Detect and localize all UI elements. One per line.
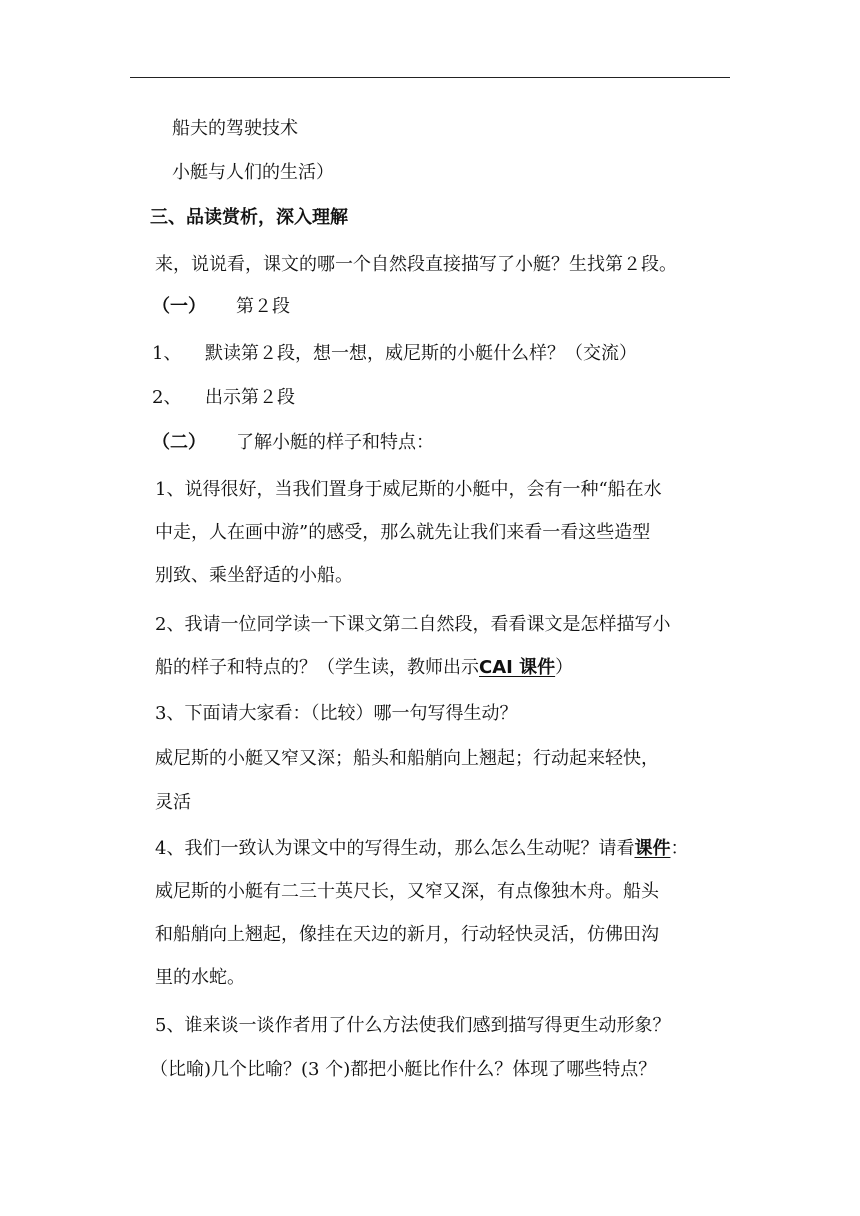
- quote-line: 灵活: [155, 792, 191, 813]
- paragraph-line: [155, 657, 573, 679]
- paragraph-line: 3、下面请大家看：（比较）哪一句写得生动？: [155, 703, 518, 724]
- list-item: 出示第２段: [205, 387, 295, 408]
- paragraph-text: 4、我们一致认为课文中的写得生动，那么怎么生动呢？请看: [155, 838, 635, 859]
- paragraph-text: ）: [555, 657, 574, 678]
- list-number: 1、: [152, 343, 182, 364]
- paragraph-line: 别致、乘坐舒适的小船。: [155, 565, 353, 586]
- header-rule: [130, 77, 730, 78]
- paragraph-line: 1、说得很好，当我们置身于威尼斯的小艇中，会有一种“船在水: [155, 479, 662, 500]
- subsection-marker: （二）: [152, 432, 206, 453]
- text-line: 来，说说看，课文的哪一个自然段直接描写了小艇？生找第２段。: [155, 254, 677, 275]
- list-item: 默读第２段，想一想，威尼斯的小艇什么样？（交流）: [205, 343, 637, 364]
- paragraph-line: 里的水蛇。: [155, 967, 245, 988]
- paragraph-line: [155, 838, 688, 860]
- subsection-marker: （一）: [152, 296, 206, 317]
- section-heading: 三、品读赏析，深入理解: [150, 207, 348, 228]
- paragraph-line: 和船艄向上翘起，像挂在天边的新月，行动轻快灵活，仿佛田沟: [155, 924, 659, 945]
- paragraph-line: 威尼斯的小艇有二三十英尺长，又窄又深，有点像独木舟。船头: [155, 881, 659, 902]
- text-line: 小艇与人们的生活）: [172, 162, 334, 183]
- courseware-link[interactable]: 课件: [634, 838, 671, 859]
- paragraph-line: （比喻)几个比喻？(3 个)都把小艇比作什么？体现了哪些特点？: [150, 1059, 657, 1080]
- paragraph-text: 船的样子和特点的？（学生读，教师出示: [155, 657, 479, 678]
- list-number: 2、: [152, 387, 182, 408]
- paragraph-line: 中走，人在画中游”的感受，那么就先让我们来看一看这些造型: [155, 522, 651, 543]
- text-line: 船夫的驾驶技术: [172, 118, 298, 139]
- paragraph-line: 2、我请一位同学读一下课文第二自然段，看看课文是怎样描写小: [155, 614, 671, 635]
- subsection-title: 第２段: [236, 296, 290, 317]
- courseware-link[interactable]: CAI 课件: [479, 657, 556, 678]
- quote-line: 威尼斯的小艇又窄又深；船头和船艄向上翘起；行动起来轻快，: [155, 748, 659, 769]
- paragraph-text: ：: [670, 838, 689, 859]
- paragraph-line: 5、谁来谈一谈作者用了什么方法使我们感到描写得更生动形象？: [155, 1015, 671, 1036]
- subsection-title: 了解小艇的样子和特点：: [236, 432, 434, 453]
